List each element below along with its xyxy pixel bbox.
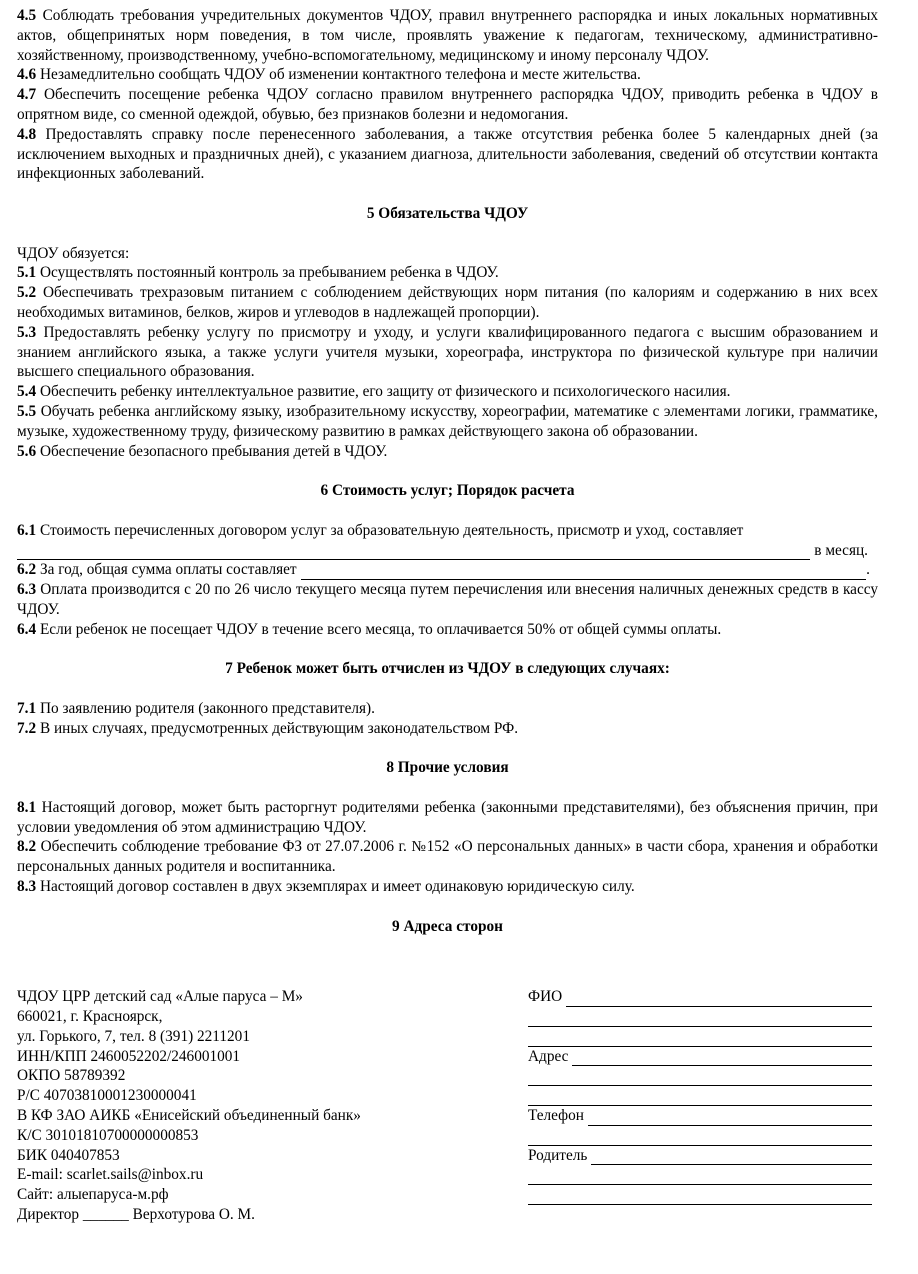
price-blank-line[interactable] — [17, 544, 810, 560]
phone-blank-line[interactable] — [588, 1110, 872, 1126]
org-line: ул. Горького, 7, тел. 8 (391) 2211201 — [17, 1027, 250, 1045]
section-6-title: 6 Стоимость услуг; Порядок расчета — [320, 482, 575, 500]
clause: 5.6 Обеспечение безопасного пребывания детей в ЧДОУ. — [17, 442, 388, 460]
section-heading — [17, 640, 878, 699]
parent-blank-line-3[interactable] — [528, 1185, 872, 1205]
section-4-items — [17, 6, 878, 184]
clause: 7.2 В иных случаях, предусмотренных действующим законодательством РФ. — [17, 719, 519, 737]
fio-blank-line-3[interactable] — [528, 1027, 872, 1047]
org-line: Сайт: алыепаруса-м.рф — [17, 1186, 169, 1204]
clause: 6.4 Если ребенок не посещает ЧДОУ в течение всего месяца, то оплачивается 50% от общей суммы оплаты. — [17, 620, 722, 638]
fio-blank-line-2[interactable] — [528, 1007, 872, 1027]
org-line: БИК 040407853 — [17, 1146, 120, 1164]
annual-sum-blank-line[interactable] — [301, 564, 867, 580]
director-line: Директор ______ Верхотурова О. М. — [17, 1206, 255, 1224]
address-blank-line-3[interactable] — [528, 1086, 872, 1106]
clause: 6.3 Оплата производится с 20 по 26 число текущего месяца путем перечисления или внесения наличных денежных средств в кассу ЧДОУ. — [17, 581, 879, 618]
section-9-title: 9 Адреса сторон — [392, 917, 503, 935]
org-line: ИНН/КПП 2460052202/246001001 — [17, 1047, 241, 1065]
phone-field: Телефон — [528, 1106, 872, 1126]
fio-field: ФИО — [528, 987, 872, 1007]
parent-field: Родитель — [528, 1146, 872, 1166]
section-5-title: 5 Обязательства ЧДОУ — [366, 204, 529, 222]
section-heading — [17, 461, 878, 520]
org-line: Р/С 40703810001230000041 — [17, 1087, 197, 1105]
org-line: E-mail: scarlet.sails@inbox.ru — [17, 1166, 204, 1184]
clause-6-1-blank: в месяц. — [17, 541, 878, 561]
section-5-intro: ЧДОУ обязуется: — [17, 244, 130, 262]
address-field: Адрес — [528, 1047, 872, 1067]
document-page — [17, 6, 878, 1225]
clause: 8.1 Настоящий договор, может быть расторгнут родителями ребенка (законными представителями), без объяснения причин, при условии уведомления об этом администрацию ЧДОУ. — [17, 798, 878, 836]
clause: 4.8 Предоставлять справку после перенесенного заболевания, а также отсутствия ребенка более 5 календарных дней (за исключением выходных и праздничных дней), с указанием диагноза, длительности заболевания, сведений об отсутствии контакта инфекционных заболеваний. — [17, 125, 878, 183]
clause: 5.5 Обучать ребенка английскому языку, изобразительному искусству, хореографии, математике с элементами логики, грамматике, музыке, художественному труду, физическому развитию в рамках действующего закона об образовании. — [17, 402, 879, 440]
clause: 5.2 Обеспечивать трехразовым питанием с соблюдением действующих норм питания (по калориям и содержанию в них всех необходимых витаминов, белков, жиров и углеводов в надлежащей пропорции). — [17, 284, 879, 321]
org-line: К/С 30101810700000000853 — [17, 1126, 199, 1144]
clause: 5.3 Предоставлять ребенку услугу по присмотру и уходу, и услуги квалифицированного педагога с высшим образованием и знанием английского языка, а также услуги учителя музыки, хореографа, инструктора по физической культуре при наличии высшего специального образования. — [17, 323, 879, 381]
clause: 8.2 Обеспечить соблюдение требование ФЗ от 27.07.2006 г. №152 «О персональных данных» в части сбора, хранения и обработки персональных данных родителя и воспитанника. — [17, 838, 878, 876]
organization-details — [17, 987, 497, 1225]
addresses — [17, 987, 878, 1225]
address-blank-line-2[interactable] — [528, 1066, 872, 1086]
org-line: ОКПО 58789392 — [17, 1067, 126, 1085]
clause: 4.5 Соблюдать требования учредительных документов ЧДОУ, правил внутреннего распорядка и иных локальных нормативных актов, общепринятых норм поведения, в том числе, проявлять уважение к педагогам, техническому, административно-хозяйственному, производственному, учебно-вспомогательному, медицинскому и иному персоналу ЧДОУ. — [17, 7, 878, 64]
org-line: 660021, г. Красноярск, — [17, 1008, 163, 1026]
org-line: ЧДОУ ЦРР детский сад «Алые паруса – М» — [17, 988, 303, 1006]
section-7-title: 7 Ребенок может быть отчислен из ЧДОУ в следующих случаях: — [225, 660, 670, 678]
parent-details — [528, 987, 872, 1225]
clause: 4.7 Обеспечить посещение ребенка ЧДОУ согласно правилом внутреннего распорядка ЧДОУ, приводить ребенка в ЧДОУ в опрятном виде, со сменной одеждой, обувью, без признаков болезни и недомогания. — [17, 86, 879, 123]
clause: 5.4 Обеспечить ребенку интеллектуальное развитие, его защиту от физического и психологического насилия. — [17, 383, 731, 401]
section-heading — [17, 897, 878, 956]
clause-6-2: 6.2 За год, общая сумма оплаты составляет . — [17, 561, 870, 579]
fio-blank-line[interactable] — [566, 991, 872, 1007]
clause: 7.1 По заявлению родителя (законного представителя). — [17, 699, 375, 717]
address-blank-line[interactable] — [572, 1050, 872, 1066]
parent-blank-line-2[interactable] — [528, 1165, 872, 1185]
clause: 5.1 Осуществлять постоянный контроль за пребыванием ребенка в ЧДОУ. — [17, 264, 499, 282]
section-8-title: 8 Прочие условия — [386, 759, 509, 777]
section-heading — [17, 738, 878, 797]
clause: 8.3 Настоящий договор составлен в двух экземплярах и имеет одинаковую юридическую силу. — [17, 878, 635, 896]
clause: 4.6 Незамедлительно сообщать ЧДОУ об изменении контактного телефона и месте жительства. — [17, 66, 641, 84]
section-heading — [17, 184, 878, 243]
clause-6-1: 6.1 Стоимость перечисленных договором услуг за образовательную деятельность, присмотр и уход, составляет — [17, 521, 744, 539]
org-line: В КФ ЗАО АИКБ «Енисейский объединенный банк» — [17, 1107, 361, 1125]
parent-blank-line[interactable] — [591, 1149, 872, 1165]
phone-blank-line-2[interactable] — [528, 1126, 872, 1146]
